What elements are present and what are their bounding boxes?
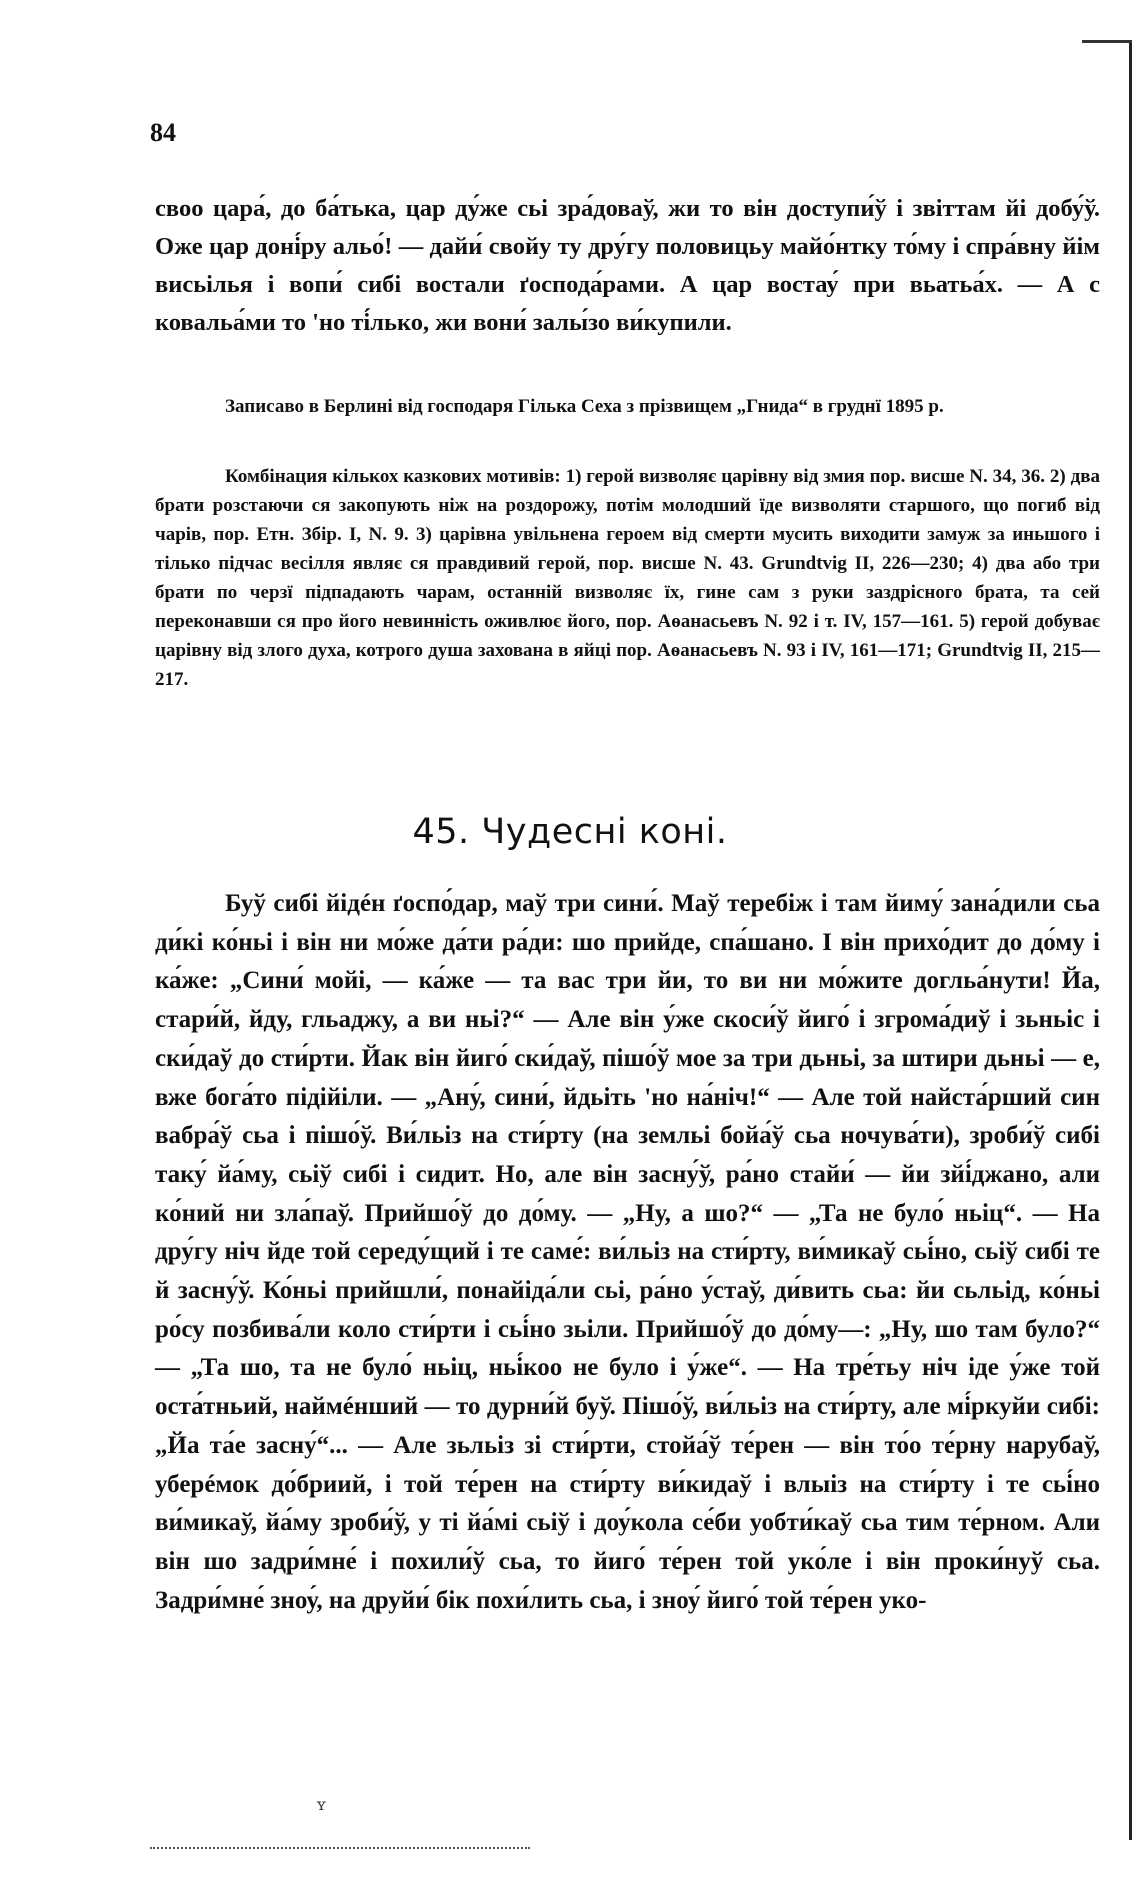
scan-noise-bottom xyxy=(150,1845,530,1849)
stray-mark: ʏ xyxy=(316,1795,327,1814)
motif-note xyxy=(155,462,1100,694)
scan-edge-line xyxy=(1129,40,1140,1840)
tale-body xyxy=(155,885,1100,1620)
source-note xyxy=(155,392,1100,421)
tale-title: 45. Чудесні коні. xyxy=(412,812,728,852)
continuation-paragraph xyxy=(155,190,1100,342)
source-note-text: Записаво в Берлині від господаря Гілька Сеха з прізвищем „Гнида“ в груднї 1895 р. xyxy=(225,396,944,417)
continuation-text: своо цара́, до ба́тька, цар ду́же сьі зра́доваў, жи то він доступи́ў і звіттам йі добу́ў. Оже цар доні́ру альо́! — дайи́ свойу ту дру́гу половицьу майо́нтку то́му і спра́вну йім висьілья і вопи́ сибі востали ґоспода́рами. А цар востау́ при вьатьа́х. — А с ковальа́ми то 'но ті́лько, жи вони́ залы́зо ви́купили. xyxy=(155,195,1100,336)
page-number: 84 xyxy=(150,118,176,147)
motif-note-text: Комбінация кількох казкових мотивів: 1) герой визволяє царівну від змия пор. висше N. 34, 36. 2) два брати розстаючи ся закопують ніж на роздорожу, потім молодший їде визволяти старшого, що погиб від чарів, пор. Етн. Збір. I, N. 9. 3) царівна увільнена героем від смерти мусить виходити замуж за иньшого і тілько підчас весілля являє ся правдивий герой, пор. висше N. 43. Grundtvig II, 226—230; 4) два або три брати по черзї підпадають чарам, останній визволяє їх, гине сам з руки заздрісного брата, та сей переконавши ся про його невинність оживлює його, пор. Аѳанасьевъ N. 92 і т. IV, 157—161. 5) герой добуває царівну від злого духа, котрого душа захована в яйці пор. Аѳанасьевъ N. 93 і IV, 161—171; Grundtvig II, 215—217. xyxy=(155,466,1100,690)
tale-text: Буў сибі йідéн ґоспо́дар, маў три сини́. Маў теребіж і там йиму́ зана́дили сьа ди́кі ко́ньі і він ни мо́же да́ти ра́ди: шо прийде, спа́шано. І він прихо́дит до до́му і ка́же: „Сини́ мойі, — ка́же — та вас три йи, то ви ни мо́жите догльа́нути! Йа, стари́й, йду, гльаджу, а ви ньі?“ — Але він у́же скоси́ў йиго́ і згрома́диў і зьньіс і ски́даў до сти́рти. Йак він йиго́ ски́даў, пішо́ў мое за три дьньі, за штири дьньі — е, вже бога́то підійіли. — „Ану́, сини́, йдьіть 'но на́ніч!“ — Але той найста́рший син вабра́ў сьа і пішо́ў. Ви́льіз на сти́рту (на земльі бойа́ў сьа ночува́ти), зроби́ў сибі таку́ йа́му, сьіў сибі і сидит. Но, але він засну́ў, ра́но стайи́ — йи зйі́джано, али ко́ний ни зла́паў. Прийшо́ў до до́му. — „Ну, а шо?“ — „Та не було́ ньіц“. — На дру́гу ніч йде той середу́щий і те саме́: ви́льіз на сти́рту, ви́микаў сьі́но, сьіў сибі те й засну́ў. Ко́ньі прийшли́, понайіда́ли сьі, ра́но у́стаў, ди́вить сьа: йи сьльід, ко́ньі ро́су позбива́ли коло сти́рти і сьі́но зьіли. Прийшо́ў до до́му—: „Ну, шо там було?“ — „Та шо, та не було́ ньіц, ньі́коо не було і у́же“. — На тре́тьу ніч іде у́же той оста́тньий, наймéнший — то дурни́й буў. Пішо́ў, ви́льіз на сти́рту, але мі́ркуйи сибі: „Йа та́е засну́“... — Але зьльіз зі сти́рти, стойа́ў те́рен — він то́о те́рну нарубаў, уберéмок до́бриий, і той те́рен на сти́рту ви́кидаў і влыіз на сти́рту і те сьі́но ви́микаў, йа́му зроби́ў, у ті йа́мі сьіў і доу́кола се́би уобти́каў сьа тим те́рном. Али він шо задри́мне́ і похили́ў сьа, то йиго́ те́рен той уко́ле і він проки́нуў сьа. Задри́мне́ зноу́, на друйи́ бік похи́лить сьа, і зноу́ йиго́ той те́рен уко- xyxy=(155,890,1100,1614)
scan-edge-mark xyxy=(1082,40,1132,43)
